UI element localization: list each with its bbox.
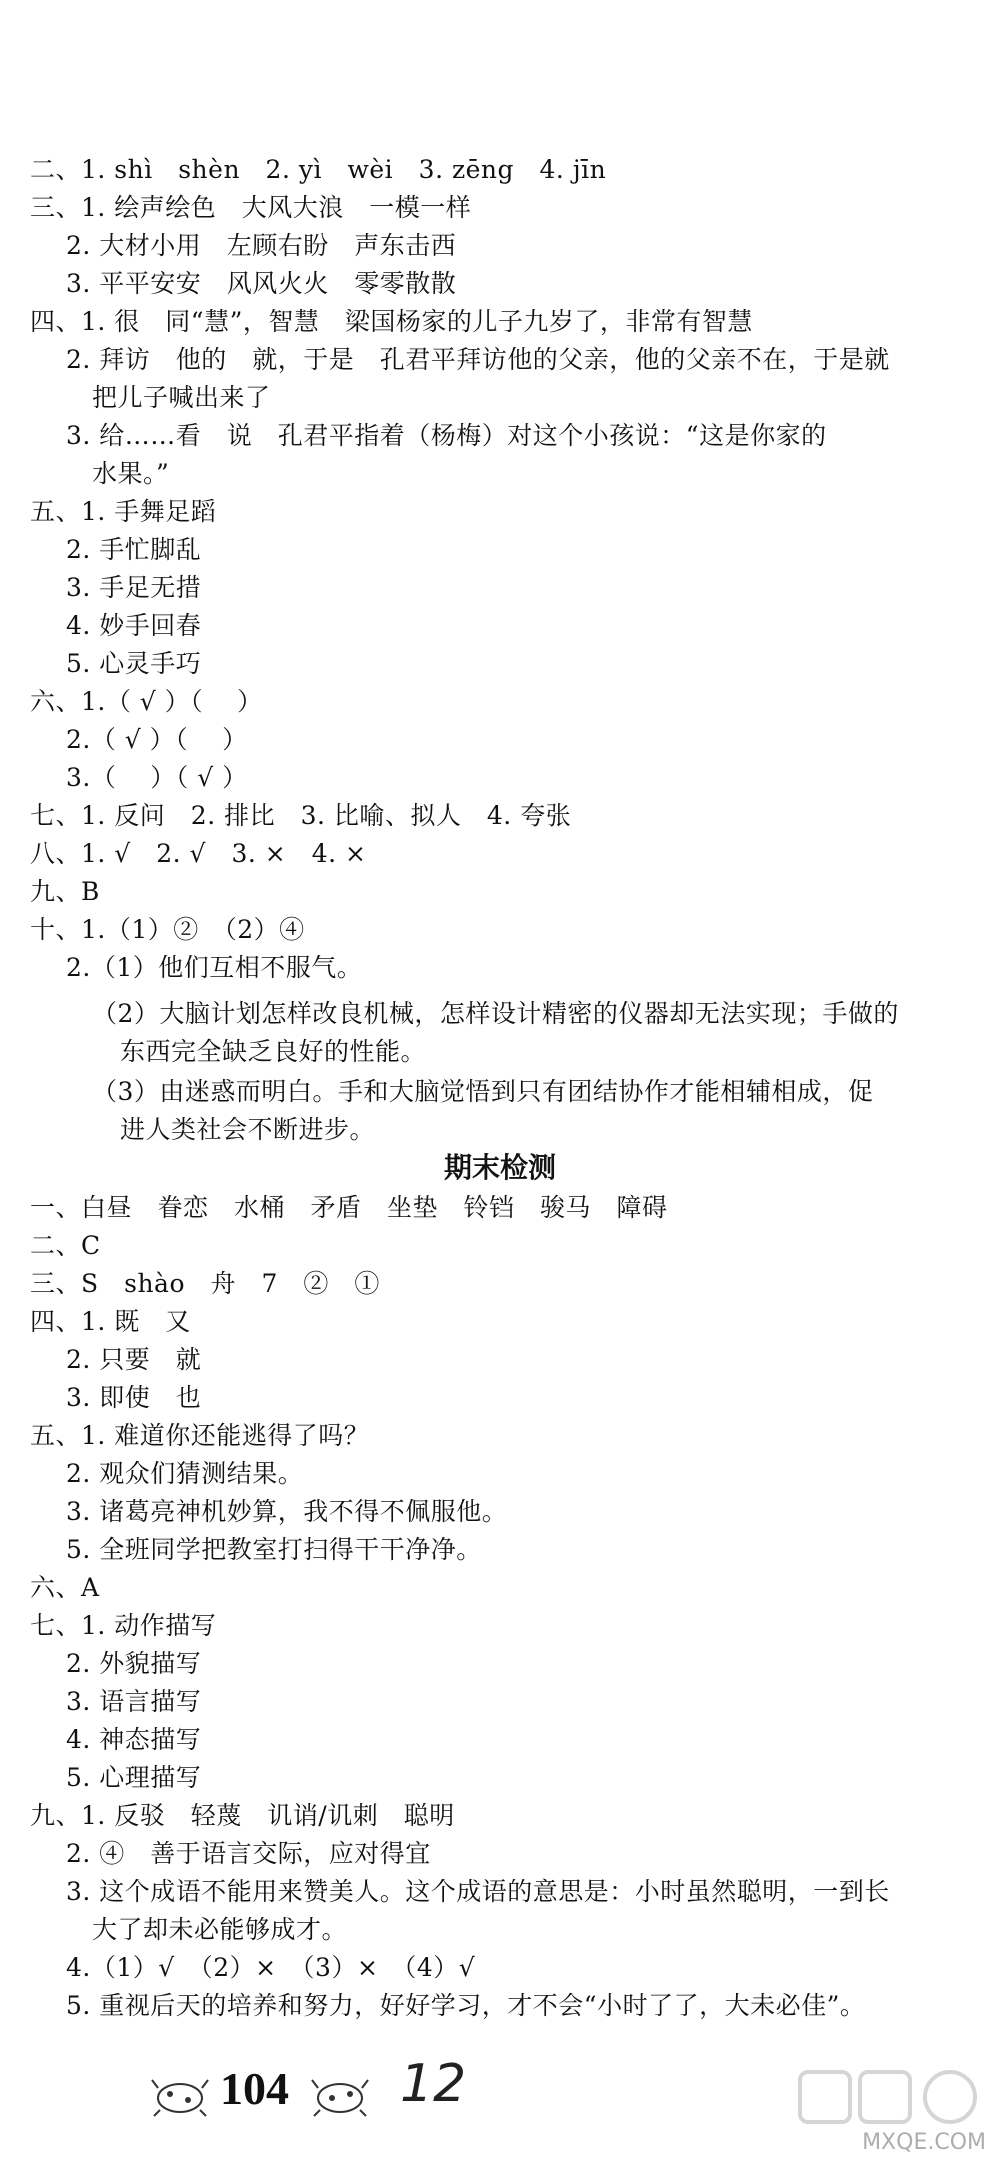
ornament-left-icon <box>150 2070 210 2120</box>
page-number: 104 <box>220 2063 289 2114</box>
answer-line: 五、1. 手舞足蹈 <box>30 497 217 526</box>
ornament-right-icon <box>310 2070 370 2120</box>
answer-line: 四、1. 很 同“慧”，智慧 梁国杨家的儿子九岁了，非常有智慧 <box>30 307 753 336</box>
answer-line: 3. 这个成语不能用来赞美人。这个成语的意思是：小时虽然聪明，一到长 <box>66 1877 890 1906</box>
answer-line: 3. 语言描写 <box>66 1687 202 1716</box>
answer-line: 2. 只要 就 <box>66 1345 202 1374</box>
page-footer <box>150 2050 570 2140</box>
answer-line: 4.（1）√ （2）× （3）× （4）√ <box>66 1953 476 1982</box>
answer-line: 3. 手足无措 <box>66 573 202 602</box>
answer-line: 水果。” <box>92 459 170 488</box>
answer-line: 2. 大材小用 左顾右盼 声东击西 <box>66 231 457 260</box>
answer-line: 3.（ ）（ √ ） <box>66 763 248 792</box>
answer-line: 5. 心灵手巧 <box>66 649 202 678</box>
answer-line: 4. 妙手回春 <box>66 611 202 640</box>
answer-line: （2）大脑计划怎样改良机械，怎样设计精密的仪器却无法实现；手做的 <box>92 999 899 1028</box>
answer-line: 2.（1）他们互相不服气。 <box>66 953 363 982</box>
answer-line: 4. 神态描写 <box>66 1725 202 1754</box>
answer-line: 2. 拜访 他的 就，于是 孔君平拜访他的父亲，他的父亲不在，于是就 <box>66 345 890 374</box>
answer-line: 2.（ √ ）（ ） <box>66 725 248 754</box>
answer-line: 三、1. 绘声绘色 大风大浪 一模一样 <box>30 193 472 222</box>
answer-line: 三、S shào 舟 7 ② ① <box>30 1269 380 1298</box>
answer-line: 3. 即使 也 <box>66 1383 202 1412</box>
answer-line: 六、1.（ √ ）（ ） <box>30 687 263 716</box>
answer-line: 二、C <box>30 1231 101 1260</box>
answer-line: 5. 重视后天的培养和努力，好好学习，才不会“小时了了，大未必佳”。 <box>66 1991 866 2020</box>
answer-line: 九、B <box>30 877 100 906</box>
answer-line: 东西完全缺乏良好的性能。 <box>120 1037 427 1066</box>
answer-line: 十、1.（1）② （2）④ <box>30 915 305 944</box>
answer-line: 七、1. 反问 2. 排比 3. 比喻、拟人 4. 夸张 <box>30 801 572 830</box>
answer-line: 六、A <box>30 1573 100 1602</box>
section-heading: 期末检测 <box>443 1151 556 1184</box>
answer-line: 四、1. 既 又 <box>30 1307 191 1336</box>
answer-line: 九、1. 反驳 轻蔑 讥诮/讥刺 聪明 <box>30 1801 455 1830</box>
handwritten-number: 12 <box>400 2054 467 2114</box>
answer-line: 3. 诸葛亮神机妙算，我不得不佩服他。 <box>66 1497 508 1526</box>
answer-line: 2. 外貌描写 <box>66 1649 202 1678</box>
answer-line: 3. 平平安安 风风火火 零零散散 <box>66 269 457 298</box>
answer-line: 3. 给……看 说 孔君平指着（杨梅）对这个小孩说：“这是你家的 <box>66 421 827 450</box>
answer-line: 七、1. 动作描写 <box>30 1611 217 1640</box>
answer-line: 一、白昼 眷恋 水桶 矛盾 坐垫 铃铛 骏马 障碍 <box>30 1193 668 1222</box>
answer-line: 2. 观众们猜测结果。 <box>66 1459 304 1488</box>
answer-line: 5. 心理描写 <box>66 1763 202 1792</box>
answer-line: 大了却未必能够成才。 <box>92 1915 348 1944</box>
answer-line: 二、1. shì shèn 2. yì wèi 3. zēng 4. jīn <box>30 155 607 184</box>
answer-line: 5. 全班同学把教室打扫得干干净净。 <box>66 1535 482 1564</box>
answer-line: 进人类社会不断进步。 <box>120 1115 376 1144</box>
answer-line: 2. ④ 善于语言交际，应对得宜 <box>66 1839 431 1868</box>
answer-line: 把儿子喊出来了 <box>92 383 271 412</box>
answer-line: 2. 手忙脚乱 <box>66 535 202 564</box>
answer-line: 五、1. 难道你还能逃得了吗？ <box>30 1421 370 1450</box>
answer-line: 八、1. √ 2. √ 3. × 4. × <box>30 839 367 868</box>
watermark-text: MXQE.COM <box>862 2130 986 2155</box>
answer-line: （3）由迷惑而明白。手和大脑觉悟到只有团结协作才能相辅相成，促 <box>92 1077 874 1106</box>
